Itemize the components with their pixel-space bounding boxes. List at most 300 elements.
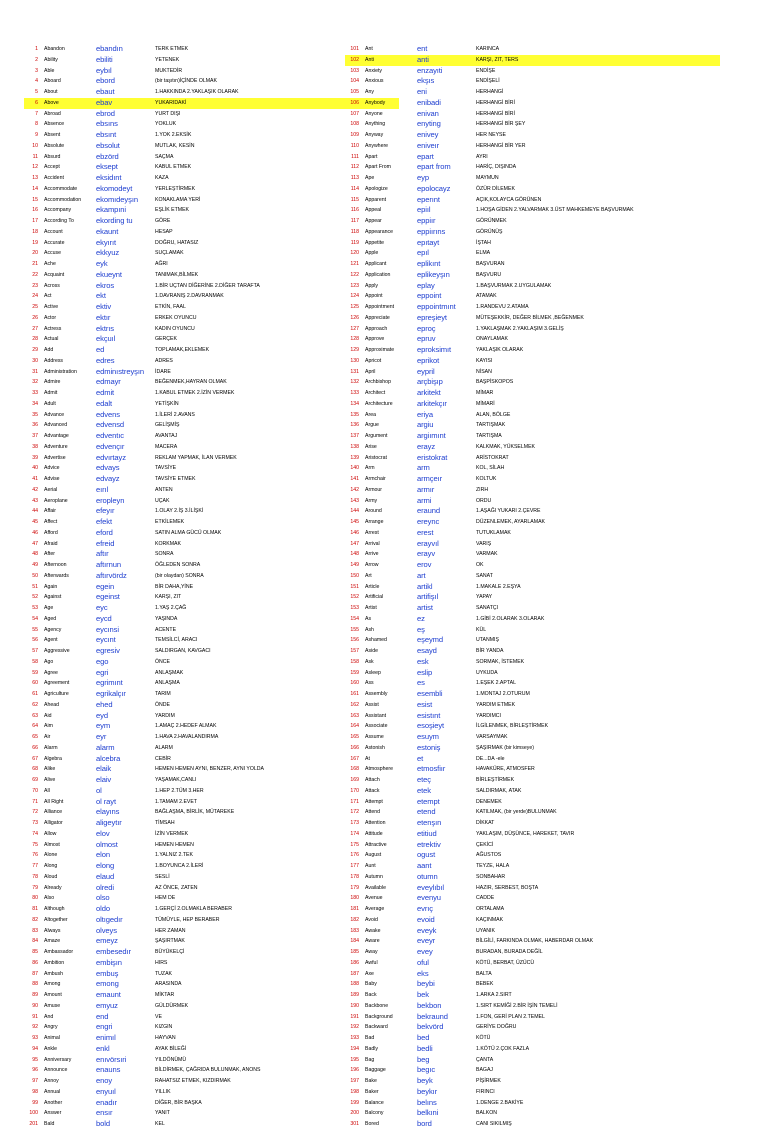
entry-number: 191: [350, 1013, 359, 1020]
pronunciation: epreşieyt: [417, 312, 447, 322]
turkish-meaning: CEBİR: [155, 755, 171, 762]
entry-number: 93: [32, 1035, 38, 1041]
english-word: Balance: [365, 1099, 384, 1106]
pronunciation: aftır: [96, 549, 109, 559]
vocabulary-row: [345, 549, 720, 560]
english-word: Argument: [365, 433, 388, 439]
entry-number: 109: [350, 132, 359, 138]
turkish-meaning: (bir taşıtın)İÇİNDE OLMAK: [155, 78, 217, 85]
entry-number: 146: [350, 529, 359, 536]
english-word: Architecture: [365, 400, 393, 407]
turkish-meaning: AĞUSTOS: [476, 852, 502, 859]
english-word: All Right: [44, 798, 64, 805]
entry-number: 90: [32, 1002, 38, 1009]
english-word: Archbishop: [365, 379, 391, 386]
english-word: Advise: [44, 476, 60, 482]
turkish-meaning: KORKMAK: [155, 540, 181, 547]
english-word: Accurate: [44, 239, 65, 246]
turkish-meaning: KIZGIN: [155, 1024, 173, 1031]
pronunciation: efeyır: [96, 506, 115, 516]
entry-number: 72: [32, 809, 38, 816]
vocabulary-row: [345, 205, 720, 216]
entry-number: 25: [32, 304, 38, 310]
entry-number: 108: [350, 121, 359, 128]
vocabulary-row: [24, 324, 399, 335]
english-word: Axe: [365, 970, 374, 977]
turkish-meaning: 1.EŞEK 2.APTAL: [476, 680, 516, 687]
english-word: Admire: [44, 379, 61, 386]
turkish-meaning: YARDIMCI: [476, 712, 501, 719]
vocabulary-row: [24, 259, 399, 270]
pronunciation: eveyk: [417, 925, 437, 935]
pronunciation: eks: [417, 968, 429, 978]
pronunciation: olredi: [96, 882, 114, 892]
english-word: Arrest: [365, 529, 379, 536]
turkish-meaning: HARİÇ, DIŞINDA: [476, 164, 517, 171]
turkish-meaning: TARIM: [155, 691, 171, 697]
turkish-meaning: KOLTUK: [476, 476, 497, 482]
turkish-meaning: MAYMUN: [476, 175, 499, 181]
vocabulary-row: [345, 195, 720, 206]
vocabulary-row: [24, 969, 399, 980]
pronunciation: eppiır: [417, 216, 436, 225]
entry-number: 34: [32, 400, 38, 407]
english-word: Accuse: [44, 250, 62, 257]
pronunciation: eycınt: [96, 635, 116, 645]
pronunciation: armçeır: [417, 474, 443, 483]
turkish-meaning: BALKON: [476, 1110, 498, 1117]
pronunciation: es: [417, 678, 425, 688]
english-word: Ass: [365, 680, 374, 687]
turkish-meaning: UYKUDA: [476, 669, 498, 676]
entry-number: 112: [350, 164, 359, 171]
english-word: Armour: [365, 486, 383, 493]
entry-number: 92: [32, 1024, 38, 1031]
turkish-meaning: ANLAŞMAK: [155, 669, 184, 676]
pronunciation: esoşieyt: [417, 721, 445, 731]
pronunciation: alarm: [96, 742, 115, 752]
english-word: Backbone: [365, 1002, 389, 1009]
english-word: Attitude: [365, 830, 383, 837]
pronunciation: et: [417, 753, 424, 763]
vocabulary-row: [24, 119, 399, 130]
entry-number: 104: [350, 78, 359, 85]
entry-number: 105: [350, 89, 359, 95]
entry-number: 59: [32, 669, 38, 676]
english-word: Ankle: [44, 1045, 57, 1052]
entry-number: 91: [32, 1013, 38, 1020]
english-word: Adult: [44, 400, 56, 407]
entry-number: 111: [351, 153, 359, 160]
english-word: Area: [365, 411, 376, 418]
entry-number: 195: [350, 1056, 359, 1063]
english-word: Announce: [44, 1067, 68, 1074]
english-word: Address: [44, 357, 64, 364]
vocabulary-column-right: [345, 44, 720, 1130]
pronunciation: argiu: [417, 420, 434, 430]
turkish-meaning: HERHANGİ: [476, 89, 504, 95]
vocabulary-row: [24, 1076, 399, 1087]
pronunciation: esuym: [417, 732, 439, 741]
vocabulary-row: [345, 539, 720, 550]
entry-number: 143: [350, 497, 359, 504]
vocabulary-row: [24, 98, 399, 109]
entry-number: 67: [32, 755, 38, 762]
vocabulary-row: [24, 1055, 399, 1066]
turkish-meaning: KONAKLAMA YERİ: [155, 196, 201, 203]
pronunciation: epolocayz: [417, 183, 451, 193]
vocabulary-row: [345, 646, 720, 657]
vocabulary-row: [345, 420, 720, 431]
english-word: Arrival: [365, 540, 380, 547]
entry-number: 155: [350, 626, 359, 633]
vocabulary-row: [24, 926, 399, 937]
vocabulary-row: [24, 861, 399, 872]
vocabulary-row: [24, 818, 399, 829]
turkish-meaning: 1.FON, GERİ PLAN 2.TEMEL: [476, 1013, 545, 1020]
entry-number: 152: [350, 594, 359, 601]
vocabulary-row: [24, 431, 399, 442]
english-word: Also: [44, 895, 55, 902]
vocabulary-row: [345, 345, 720, 356]
english-word: Ape: [365, 175, 375, 181]
entry-number: 50: [32, 572, 38, 579]
pronunciation: eyd: [96, 710, 108, 720]
pronunciation: bekvörd: [417, 1022, 444, 1032]
english-word: Artificial: [365, 594, 384, 601]
entry-number: 56: [32, 637, 38, 644]
vocabulary-row: [345, 324, 720, 335]
english-word: Attempt: [365, 798, 383, 805]
turkish-meaning: DENEMEK: [476, 798, 502, 805]
pronunciation: artifişıl: [417, 592, 439, 602]
vocabulary-row: [24, 560, 399, 571]
vocabulary-row: [345, 248, 720, 259]
pronunciation: otumn: [417, 871, 438, 881]
turkish-meaning: 1.GERÇİ 2.OLMAKLA BERABER: [155, 906, 232, 912]
turkish-meaning: 1.AMAÇ 2.HEDEF ALMAK: [155, 723, 217, 730]
entry-number: 4: [35, 78, 38, 85]
pronunciation: ekkyuz: [96, 248, 120, 258]
turkish-meaning: HERHANGİ BİRİ: [476, 99, 515, 106]
english-word: Allow: [44, 830, 57, 837]
english-word: Anyway: [365, 132, 384, 138]
english-word: Alike: [44, 766, 56, 773]
vocabulary-row: [345, 657, 720, 668]
entry-number: 98: [32, 1088, 38, 1095]
turkish-meaning: AÇIK,KOLAYCA GÖRÜNEN: [476, 196, 542, 203]
entry-number: 197: [350, 1078, 359, 1084]
turkish-meaning: KÜL: [476, 626, 487, 633]
vocabulary-row: [24, 367, 399, 378]
vocabulary-row: [345, 1012, 720, 1023]
pronunciation: egresiv: [96, 646, 120, 655]
english-word: Aid: [44, 712, 52, 719]
entry-number: 97: [32, 1078, 38, 1084]
vocabulary-row: [24, 291, 399, 302]
turkish-meaning: 1.RANDEVU 2.ATAMA: [476, 304, 529, 310]
english-word: Advanced: [44, 422, 68, 429]
turkish-meaning: HIRS: [155, 959, 168, 966]
pronunciation: ebaut: [96, 87, 115, 96]
turkish-meaning: 1.HAKKINDA 2.YAKLAŞIK OLARAK: [155, 89, 239, 95]
turkish-meaning: 1.SIRT KEMİĞİ 2.BİR İŞİN TEMELİ: [476, 1002, 558, 1009]
turkish-meaning: ADRES: [155, 357, 173, 364]
entry-number: 23: [32, 282, 38, 289]
english-word: Away: [365, 949, 378, 955]
vocabulary-row: [345, 1001, 720, 1012]
pronunciation: ol: [96, 785, 102, 795]
english-word: Aunt: [365, 863, 376, 869]
turkish-meaning: KARINCA: [476, 46, 500, 52]
pronunciation: edvens: [96, 409, 120, 419]
vocabulary-row: [345, 883, 720, 894]
vocabulary-row: [24, 893, 399, 904]
pronunciation: ekçuıl: [96, 334, 116, 344]
english-word: Balcony: [365, 1110, 384, 1117]
pronunciation: begıc: [417, 1065, 436, 1075]
english-word: Baker: [365, 1088, 379, 1095]
english-word: April: [365, 368, 376, 375]
entry-number: 162: [350, 701, 359, 708]
entry-number: 114: [350, 185, 359, 192]
pronunciation: eybıl: [96, 65, 112, 75]
entry-number: 60: [32, 680, 38, 687]
pronunciation: eslip: [417, 667, 433, 677]
english-word: Anybody: [365, 99, 386, 106]
entry-number: 175: [350, 841, 359, 848]
vocabulary-row: [24, 872, 399, 883]
pronunciation: etmosfiır: [417, 764, 446, 774]
pronunciation: olveys: [96, 925, 117, 935]
turkish-meaning: KALKMAK, YÜKSELMEK: [476, 443, 536, 450]
vocabulary-row: [345, 850, 720, 861]
turkish-meaning: ETKİN, FAAL: [155, 304, 186, 310]
pronunciation: elaik: [96, 764, 112, 774]
entry-number: 84: [32, 938, 38, 945]
entry-number: 83: [32, 927, 38, 934]
turkish-meaning: HERHANGİ BİRİ: [476, 110, 515, 117]
turkish-meaning: BALTA: [476, 970, 492, 977]
pronunciation: eplikınt: [417, 259, 441, 268]
turkish-meaning: ÖNDE: [155, 701, 170, 708]
pronunciation: enivey: [417, 130, 439, 139]
entry-number: 187: [350, 970, 359, 977]
turkish-meaning: 1.MAKALE 2.EŞYA: [476, 583, 521, 590]
english-word: Aware: [365, 938, 380, 945]
turkish-meaning: ARİSTOKRAT: [476, 454, 509, 461]
entry-number: 46: [32, 529, 38, 536]
turkish-meaning: 1.MONTAJ 2.OTURUM: [476, 691, 530, 697]
pronunciation: ebzörd: [96, 151, 119, 161]
entry-number: 115: [350, 196, 359, 203]
english-word: Already: [44, 884, 62, 891]
turkish-meaning: YILLIK: [155, 1088, 171, 1095]
entry-number: 141: [350, 476, 359, 482]
turkish-meaning: YANIT: [155, 1110, 170, 1117]
turkish-meaning: SANATÇI: [476, 605, 499, 611]
entry-number: 57: [32, 648, 38, 654]
english-word: Accompany: [44, 207, 72, 214]
turkish-meaning: SATIN ALMA GÜCÜ OLMAK: [155, 529, 222, 536]
turkish-meaning: YAKLAŞIM, DÜŞÜNCE, HAREKET, TAVIR: [476, 830, 575, 837]
turkish-meaning: KAÇINMAK: [476, 916, 504, 923]
english-word: Altogether: [44, 916, 68, 923]
pronunciation: eycınsi: [96, 624, 119, 634]
pronunciation: etek: [417, 785, 431, 795]
english-word: Abandon: [44, 46, 65, 52]
entry-number: 194: [350, 1045, 359, 1052]
entry-number: 53: [32, 605, 38, 611]
english-word: Backward: [365, 1024, 388, 1031]
entry-number: 120: [350, 250, 359, 257]
entry-number: 156: [350, 637, 359, 644]
turkish-meaning: ANLAŞMA: [155, 680, 180, 687]
english-word: Again: [44, 583, 58, 590]
entry-number: 100: [29, 1110, 38, 1117]
entry-number: 42: [32, 486, 38, 493]
pronunciation: art: [417, 570, 426, 580]
entry-number: 31: [32, 368, 38, 375]
entry-number: 36: [32, 422, 38, 429]
turkish-meaning: ŞAŞIRTMAK: [155, 938, 185, 945]
turkish-meaning: UTANMIŞ: [476, 637, 499, 644]
pronunciation: esk: [417, 656, 429, 666]
pronunciation: epiıl: [417, 205, 431, 215]
vocabulary-row: [24, 184, 399, 195]
vocabulary-row: [345, 1044, 720, 1055]
pronunciation: enibadi: [417, 97, 441, 107]
turkish-meaning: UÇAK: [155, 497, 170, 504]
turkish-meaning: CADDE: [476, 895, 495, 902]
turkish-meaning: HERHANGİ BİR ŞEY: [476, 121, 526, 128]
vocabulary-row: [24, 990, 399, 1001]
turkish-meaning: GELİŞMİŞ: [155, 422, 180, 429]
entry-number: 153: [350, 605, 359, 611]
turkish-meaning: 1.GİBİ 2.OLARAK 3.OLARAK: [476, 615, 545, 622]
entry-number: 135: [350, 411, 359, 418]
english-word: Avenue: [365, 895, 383, 902]
pronunciation: eş: [417, 624, 425, 634]
entry-number: 198: [350, 1088, 359, 1095]
pronunciation: oful: [417, 957, 429, 967]
pronunciation: ensır: [96, 1108, 113, 1118]
vocabulary-row: [345, 861, 720, 872]
vocabulary-row: [345, 130, 720, 141]
vocabulary-row: [345, 754, 720, 765]
turkish-meaning: AZ ÖNCE, ZATEN: [155, 884, 198, 891]
pronunciation: ol rayt: [96, 796, 116, 806]
english-word: Article: [365, 583, 380, 590]
turkish-meaning: ATAMAK: [476, 293, 497, 300]
pronunciation: eşeymd: [417, 635, 443, 645]
turkish-meaning: 1.TAMAM 2.EVET: [155, 798, 197, 805]
pronunciation: ebord: [96, 76, 115, 86]
turkish-meaning: AVANTAJ: [155, 433, 178, 439]
pronunciation: bek: [417, 990, 429, 999]
entry-number: 201: [29, 1121, 38, 1127]
vocabulary-row: [345, 141, 720, 152]
english-word: Astonish: [365, 744, 385, 751]
turkish-meaning: TARTIŞMA: [476, 433, 502, 439]
turkish-meaning: HAVAKÜRE, ATMOSFER: [476, 766, 535, 773]
turkish-meaning: TEMSİLCİ, ARACI: [155, 637, 198, 644]
pronunciation: epruv: [417, 334, 436, 344]
turkish-meaning: YERLEŞTİRMEK: [155, 185, 196, 192]
pronunciation: ekomıdeyşın: [96, 194, 138, 204]
vocabulary-row: [24, 162, 399, 173]
pronunciation: erayvıl: [417, 538, 439, 548]
pronunciation: edvays: [96, 463, 120, 473]
turkish-meaning: 1.YALNIZ 2.TEK: [155, 852, 193, 859]
entry-number: 88: [32, 981, 38, 988]
pronunciation: bekbon: [417, 1000, 442, 1010]
pronunciation: eveylıbıl: [417, 882, 444, 892]
pronunciation: elon: [96, 850, 110, 860]
turkish-meaning: DÜZENLEMEK, AYARLAMAK: [476, 519, 545, 525]
pronunciation: eppoint: [417, 291, 442, 301]
vocabulary-row: [345, 506, 720, 517]
english-word: Awake: [365, 927, 381, 934]
turkish-meaning: MİMARİ: [476, 400, 495, 407]
english-word: Absurd: [44, 153, 61, 160]
vocabulary-row: [24, 797, 399, 808]
vocabulary-row: [345, 915, 720, 926]
vocabulary-row: [345, 173, 720, 184]
english-word: Ambition: [44, 959, 65, 966]
entry-number: 78: [32, 873, 38, 880]
turkish-meaning: PİŞİRMEK: [476, 1078, 501, 1084]
turkish-meaning: SANAT: [476, 572, 493, 579]
turkish-meaning: 1.HOŞA GİDEN 2.YALVARMAK 3.ÜST MAHKEMEYE BAŞVURMAK: [476, 207, 634, 214]
entry-number: 10: [32, 142, 38, 149]
english-word: Atmosphere: [365, 766, 393, 773]
english-word: Background: [365, 1013, 393, 1020]
turkish-meaning: CANI SIKILMIŞ: [476, 1121, 512, 1127]
turkish-meaning: TUZAK: [155, 970, 173, 977]
turkish-meaning: SALDIRGAN, KAVGACI: [155, 648, 211, 654]
vocabulary-row: [24, 1119, 399, 1130]
turkish-meaning: SORMAK, İSTEMEK: [476, 658, 525, 665]
vocabulary-row: [24, 883, 399, 894]
entry-number: 138: [350, 443, 359, 450]
vocabulary-row: [24, 1065, 399, 1076]
turkish-meaning: MİKTAR: [155, 992, 175, 998]
english-word: Accommodate: [44, 185, 78, 192]
vocabulary-row: [345, 721, 720, 732]
turkish-meaning: TAVSİYE ETMEK: [155, 476, 196, 482]
turkish-meaning: TİMSAH: [155, 820, 175, 826]
turkish-meaning: ENDİŞE: [476, 67, 496, 74]
english-word: Afford: [44, 529, 58, 536]
entry-number: 132: [350, 379, 359, 386]
turkish-meaning: MİMAR: [476, 390, 494, 396]
english-word: Appear: [365, 218, 382, 224]
vocabulary-row: [24, 356, 399, 367]
turkish-meaning: GÖRÜNMEK: [476, 218, 507, 224]
pronunciation: esist: [417, 699, 433, 709]
pronunciation: eyp: [417, 173, 429, 182]
vocabulary-row: [24, 453, 399, 464]
vocabulary-row: [24, 614, 399, 625]
vocabulary-row: [24, 678, 399, 689]
pronunciation: beykır: [417, 1086, 438, 1096]
vocabulary-row: [345, 1076, 720, 1087]
english-word: Apart: [365, 153, 378, 160]
entry-number: 165: [350, 734, 359, 740]
entry-number: 170: [350, 787, 359, 794]
english-word: Around: [365, 508, 382, 515]
